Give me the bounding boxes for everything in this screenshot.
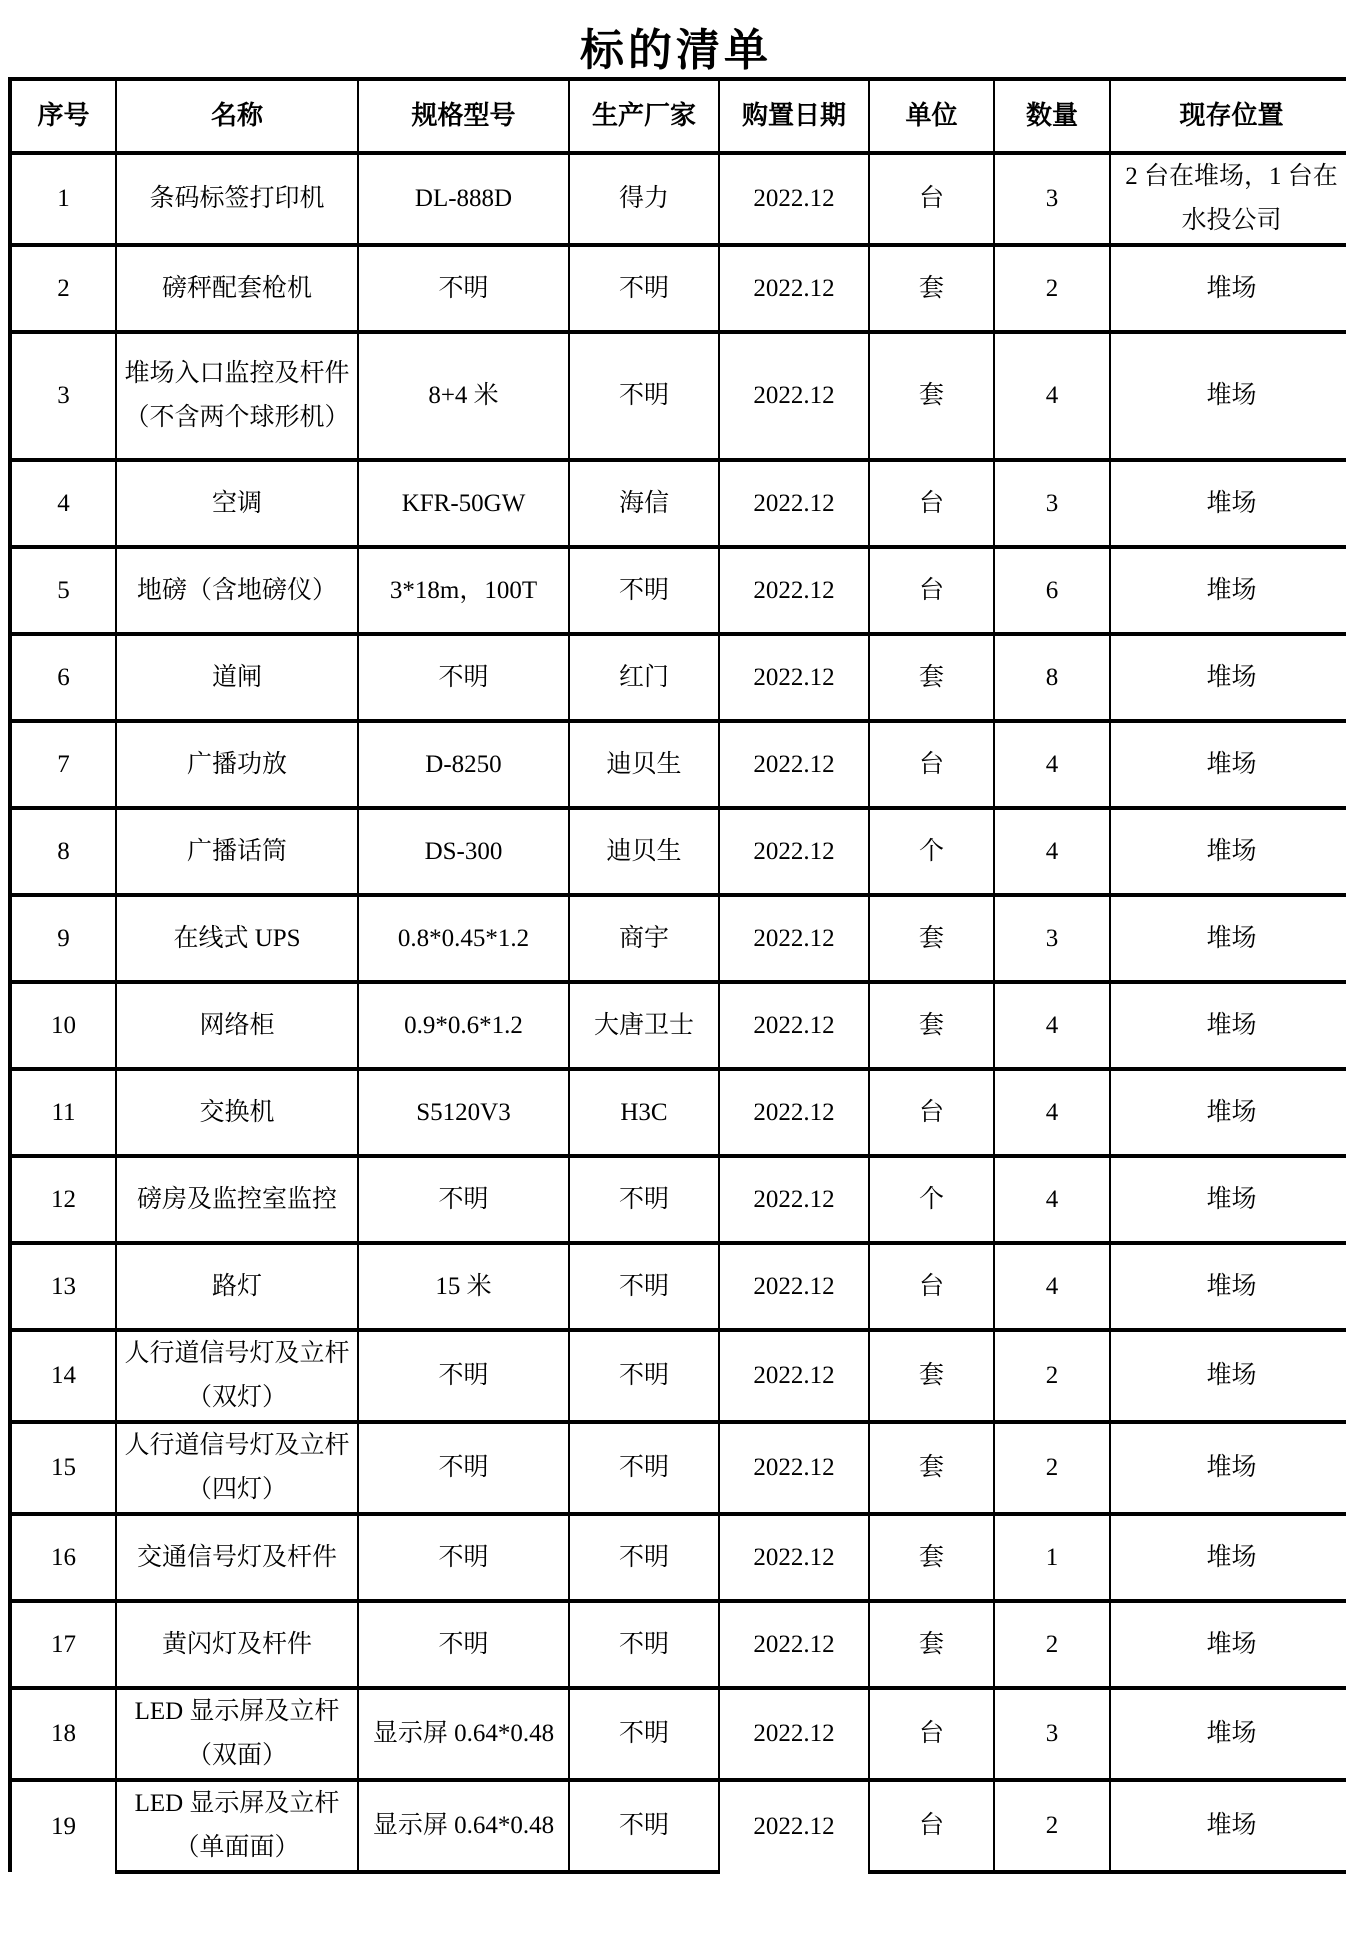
cell-maker: 不明	[569, 1601, 719, 1688]
cell-seq: 6	[10, 634, 116, 721]
cell-spec: KFR-50GW	[358, 460, 569, 547]
cell-location: 堆场	[1110, 1514, 1346, 1601]
header-maker: 生产厂家	[569, 79, 719, 153]
cell-location: 堆场	[1110, 245, 1346, 332]
cell-seq: 12	[10, 1156, 116, 1243]
cell-unit: 个	[869, 1156, 994, 1243]
cell-maker: 不明	[569, 1688, 719, 1780]
cell-date: 2022.12	[719, 1422, 869, 1514]
header-row	[10, 79, 1346, 153]
table-row	[10, 1243, 1346, 1330]
cell-unit: 套	[869, 1330, 994, 1422]
cell-seq: 2	[10, 245, 116, 332]
cell-location: 堆场	[1110, 460, 1346, 547]
cell-seq: 15	[10, 1422, 116, 1514]
cell-unit: 台	[869, 1780, 994, 1872]
cell-seq: 1	[10, 153, 116, 245]
cell-seq: 18	[10, 1688, 116, 1780]
cell-maker: 不明	[569, 245, 719, 332]
cell-seq: 16	[10, 1514, 116, 1601]
cell-qty: 4	[994, 332, 1110, 460]
cell-qty: 2	[994, 1422, 1110, 1514]
cell-spec: 8+4 米	[358, 332, 569, 460]
cell-spec: 不明	[358, 1422, 569, 1514]
cell-seq: 7	[10, 721, 116, 808]
cell-spec: 不明	[358, 245, 569, 332]
cell-qty: 6	[994, 547, 1110, 634]
cell-seq: 11	[10, 1069, 116, 1156]
bid-item-table	[8, 77, 1346, 1874]
cell-unit: 套	[869, 1514, 994, 1601]
cell-qty: 2	[994, 1601, 1110, 1688]
cell-maker: 得力	[569, 153, 719, 245]
cell-unit: 台	[869, 1069, 994, 1156]
cell-qty: 4	[994, 721, 1110, 808]
table-row	[10, 1688, 1346, 1780]
cell-seq: 19	[10, 1780, 116, 1872]
table-row	[10, 547, 1346, 634]
cell-qty: 2	[994, 245, 1110, 332]
cell-name: 道闸	[116, 634, 358, 721]
cell-date: 2022.12	[719, 982, 869, 1069]
cell-maker: 大唐卫士	[569, 982, 719, 1069]
cell-unit: 台	[869, 153, 994, 245]
cell-maker: 迪贝生	[569, 721, 719, 808]
cell-location: 堆场	[1110, 1422, 1346, 1514]
cell-maker: 迪贝生	[569, 808, 719, 895]
cell-qty: 3	[994, 1688, 1110, 1780]
table-row	[10, 1069, 1346, 1156]
cell-qty: 3	[994, 153, 1110, 245]
cell-name: 在线式 UPS	[116, 895, 358, 982]
cell-location: 堆场	[1110, 1601, 1346, 1688]
cell-name: 磅秤配套枪机	[116, 245, 358, 332]
cell-spec: DL-888D	[358, 153, 569, 245]
cell-date: 2022.12	[719, 634, 869, 721]
header-seq: 序号	[10, 79, 116, 153]
cell-spec: 0.9*0.6*1.2	[358, 982, 569, 1069]
cell-date: 2022.12	[719, 1069, 869, 1156]
cell-unit: 台	[869, 721, 994, 808]
cell-date: 2022.12	[719, 153, 869, 245]
cell-date: 2022.12	[719, 895, 869, 982]
header-location: 现存位置	[1110, 79, 1346, 153]
cell-spec: 不明	[358, 1330, 569, 1422]
cell-spec: 3*18m，100T	[358, 547, 569, 634]
cell-seq: 5	[10, 547, 116, 634]
cell-location: 堆场	[1110, 1069, 1346, 1156]
cell-date: 2022.12	[719, 547, 869, 634]
table-row	[10, 1156, 1346, 1243]
cell-location: 堆场	[1110, 721, 1346, 808]
cell-seq: 4	[10, 460, 116, 547]
cell-maker: 不明	[569, 1243, 719, 1330]
table-header	[10, 79, 1346, 153]
table-body	[10, 153, 1346, 1872]
cell-spec: 显示屏 0.64*0.48	[358, 1780, 569, 1872]
cell-location: 堆场	[1110, 982, 1346, 1069]
cell-qty: 4	[994, 1243, 1110, 1330]
cell-name: 堆场入口监控及杆件（不含两个球形机）	[116, 332, 358, 460]
cell-name: 交通信号灯及杆件	[116, 1514, 358, 1601]
cell-spec: 不明	[358, 1156, 569, 1243]
cell-date: 2022.12	[719, 1780, 869, 1872]
cell-qty: 2	[994, 1330, 1110, 1422]
cell-name: 磅房及监控室监控	[116, 1156, 358, 1243]
cell-date: 2022.12	[719, 808, 869, 895]
cell-date: 2022.12	[719, 245, 869, 332]
cell-unit: 台	[869, 1243, 994, 1330]
cell-qty: 4	[994, 808, 1110, 895]
table-row	[10, 1514, 1346, 1601]
cell-unit: 套	[869, 1422, 994, 1514]
table-row	[10, 808, 1346, 895]
header-qty: 数量	[994, 79, 1110, 153]
cell-maker: 海信	[569, 460, 719, 547]
cell-date: 2022.12	[719, 1688, 869, 1780]
cell-unit: 台	[869, 1688, 994, 1780]
cell-date: 2022.12	[719, 1514, 869, 1601]
cell-seq: 8	[10, 808, 116, 895]
table-row	[10, 245, 1346, 332]
cell-location: 堆场	[1110, 1243, 1346, 1330]
cell-name: 地磅（含地磅仪）	[116, 547, 358, 634]
cell-unit: 套	[869, 1601, 994, 1688]
header-name: 名称	[116, 79, 358, 153]
table-row	[10, 153, 1346, 245]
cell-seq: 9	[10, 895, 116, 982]
cell-location: 堆场	[1110, 332, 1346, 460]
cell-unit: 套	[869, 332, 994, 460]
cell-spec: 不明	[358, 1601, 569, 1688]
cell-name: 网络柜	[116, 982, 358, 1069]
cell-spec: 显示屏 0.64*0.48	[358, 1688, 569, 1780]
header-spec: 规格型号	[358, 79, 569, 153]
header-unit: 单位	[869, 79, 994, 153]
cell-qty: 1	[994, 1514, 1110, 1601]
cell-maker: H3C	[569, 1069, 719, 1156]
cell-date: 2022.12	[719, 332, 869, 460]
table-row	[10, 1601, 1346, 1688]
cell-seq: 14	[10, 1330, 116, 1422]
table-row	[10, 634, 1346, 721]
cell-seq: 3	[10, 332, 116, 460]
table-row	[10, 1422, 1346, 1514]
cell-qty: 8	[994, 634, 1110, 721]
cell-seq: 17	[10, 1601, 116, 1688]
cell-seq: 10	[10, 982, 116, 1069]
cell-spec: DS-300	[358, 808, 569, 895]
cell-name: 空调	[116, 460, 358, 547]
table-row	[10, 1330, 1346, 1422]
table-row	[10, 895, 1346, 982]
cell-name: LED 显示屏及立杆（单面面）	[116, 1780, 358, 1872]
cell-location: 堆场	[1110, 1688, 1346, 1780]
cell-unit: 个	[869, 808, 994, 895]
cell-date: 2022.12	[719, 1156, 869, 1243]
cell-spec: 不明	[358, 634, 569, 721]
cell-maker: 不明	[569, 1330, 719, 1422]
cell-qty: 3	[994, 460, 1110, 547]
cell-qty: 2	[994, 1780, 1110, 1872]
cell-date: 2022.12	[719, 460, 869, 547]
cell-location: 堆场	[1110, 808, 1346, 895]
page-title: 标的清单	[580, 26, 772, 75]
cell-name: 人行道信号灯及立杆（双灯）	[116, 1330, 358, 1422]
cell-name: 黄闪灯及杆件	[116, 1601, 358, 1688]
cell-date: 2022.12	[719, 1243, 869, 1330]
cell-unit: 台	[869, 460, 994, 547]
cell-maker: 不明	[569, 547, 719, 634]
cell-spec: 0.8*0.45*1.2	[358, 895, 569, 982]
cell-name: 广播功放	[116, 721, 358, 808]
cell-date: 2022.12	[719, 1601, 869, 1688]
cell-name: 交换机	[116, 1069, 358, 1156]
cell-maker: 不明	[569, 1780, 719, 1872]
cell-qty: 3	[994, 895, 1110, 982]
cell-date: 2022.12	[719, 1330, 869, 1422]
cell-name: 路灯	[116, 1243, 358, 1330]
table-row	[10, 460, 1346, 547]
table-row	[10, 721, 1346, 808]
cell-name: LED 显示屏及立杆（双面）	[116, 1688, 358, 1780]
cell-location: 堆场	[1110, 634, 1346, 721]
cell-unit: 套	[869, 982, 994, 1069]
cell-maker: 商宇	[569, 895, 719, 982]
cell-location: 堆场	[1110, 547, 1346, 634]
cell-name: 条码标签打印机	[116, 153, 358, 245]
cell-qty: 4	[994, 1156, 1110, 1243]
table-row	[10, 1780, 1346, 1872]
cell-maker: 不明	[569, 1156, 719, 1243]
header-date: 购置日期	[719, 79, 869, 153]
cell-date: 2022.12	[719, 721, 869, 808]
cell-spec: 不明	[358, 1514, 569, 1601]
cell-location: 堆场	[1110, 1330, 1346, 1422]
cell-unit: 套	[869, 245, 994, 332]
cell-maker: 不明	[569, 1422, 719, 1514]
cell-qty: 4	[994, 982, 1110, 1069]
cell-maker: 不明	[569, 332, 719, 460]
table-row	[10, 982, 1346, 1069]
cell-unit: 台	[869, 547, 994, 634]
cell-seq: 13	[10, 1243, 116, 1330]
cell-location: 堆场	[1110, 1780, 1346, 1872]
table-row	[10, 332, 1346, 460]
cell-name: 人行道信号灯及立杆（四灯）	[116, 1422, 358, 1514]
cell-spec: D-8250	[358, 721, 569, 808]
cell-location: 堆场	[1110, 1156, 1346, 1243]
cell-location: 堆场	[1110, 895, 1346, 982]
cell-unit: 套	[869, 634, 994, 721]
cell-spec: 15 米	[358, 1243, 569, 1330]
cell-unit: 套	[869, 895, 994, 982]
cell-maker: 不明	[569, 1514, 719, 1601]
cell-name: 广播话筒	[116, 808, 358, 895]
cell-location: 2 台在堆场，1 台在水投公司	[1110, 153, 1346, 245]
cell-qty: 4	[994, 1069, 1110, 1156]
cell-maker: 红门	[569, 634, 719, 721]
cell-spec: S5120V3	[358, 1069, 569, 1156]
